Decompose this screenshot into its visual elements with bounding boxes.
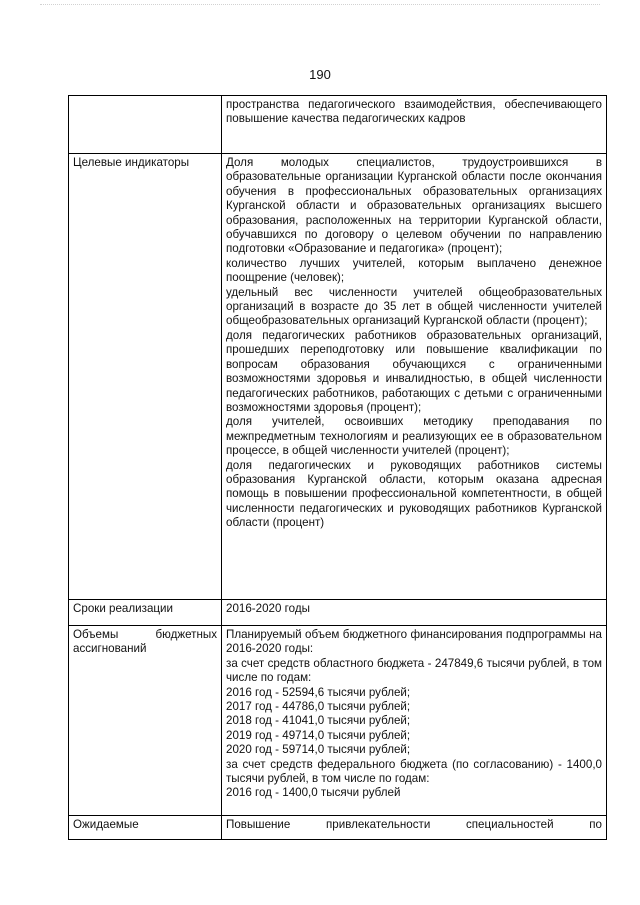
budget-line: 2020 год - 59714,0 тысячи рублей; xyxy=(226,743,411,757)
table-row-indicators xyxy=(69,154,607,600)
table-row-term xyxy=(69,600,607,626)
table-row-budget xyxy=(69,626,607,816)
budget-line: 2017 год - 44786,0 тысячи рублей; xyxy=(226,700,411,714)
indicator-item: доля педагогических работников образовательных организаций, прошедших переподготовку или повышение квалификации по вопросам образования обучающихся с ограниченными возможностями здоровья и инвалидностью, в общей численности педагогических работников, работающих с детьми с ограниченными возможностями здоровья (процент); xyxy=(226,328,602,414)
row-label-indicators: Целевые индикаторы xyxy=(69,154,222,600)
row-value-expected xyxy=(222,816,607,840)
table-row-expected xyxy=(69,816,607,840)
passport-table xyxy=(68,95,607,840)
row-label-term: Сроки реализации xyxy=(69,600,222,626)
budget-line: 2016 год - 1400,0 тысячи рублей xyxy=(226,786,401,800)
budget-line: 2019 год - 49714,0 тысячи рублей; xyxy=(226,728,411,742)
row-label-continuation xyxy=(69,96,222,154)
row-label-expected: Ожидаемые xyxy=(69,816,222,840)
budget-line: 2016 год - 52594,6 тысячи рублей; xyxy=(226,685,411,699)
scan-artifact xyxy=(40,4,600,11)
indicator-item: доля учителей, освоивших методику преподавания по межпредметным технологиям и реализующих ее в образовательном процессе, в общей численности учителей (процент); xyxy=(226,415,602,458)
row-value-continuation xyxy=(222,96,607,154)
page-number: 190 xyxy=(309,67,331,82)
row-value-term xyxy=(222,600,607,626)
indicator-item: доля педагогических и руководящих работников системы образования Курганской области, которым оказана адресная помощь в повышении профессиональной компетентности, в общей численности педагогических и руководящих работников Курганской области (процент) xyxy=(226,458,602,530)
expected-text: Повышение привлекательности специальностей по xyxy=(226,818,602,831)
indicator-item: Доля молодых специалистов, трудоустроившихся в образовательные организации Курганской области после окончания обучения в профессиональных образовательных организациях Курганской области и образовательных организациях высшего образования, расположенных на территории Курганской области, обучавшихся по договору о целевом обучении по направлению подготовки «Образование и педагогика» (процент); xyxy=(226,156,602,256)
continuation-text: пространства педагогического взаимодействия, обеспечивающего повышение качества педагогических кадров xyxy=(226,98,602,126)
row-value-budget xyxy=(222,626,607,816)
table-row-continuation xyxy=(69,96,607,154)
indicator-item: удельный вес численности учителей общеобразовательных организаций в возрасте до 35 лет в общей численности учителей общеобразовательных организаций Курганской области (процент); xyxy=(226,285,602,328)
row-label-budget: Объемы бюджетных ассигнований xyxy=(69,626,222,816)
budget-line: 2018 год - 41041,0 тысячи рублей; xyxy=(226,714,411,728)
budget-line: за счет средств областного бюджета - 247849,6 тысячи рублей, в том числе по годам: xyxy=(226,656,602,685)
budget-line: Планируемый объем бюджетного финансирования подпрограммы на 2016-2020 годы: xyxy=(226,628,602,656)
indicator-item: количество лучших учителей, которым выплачено денежное поощрение (человек); xyxy=(226,256,602,285)
budget-line: за счет средств федерального бюджета (по согласованию) - 1400,0 тысячи рублей, в том числе по годам: xyxy=(226,757,602,786)
term-text: 2016-2020 годы xyxy=(226,602,310,615)
row-value-indicators xyxy=(222,154,607,600)
